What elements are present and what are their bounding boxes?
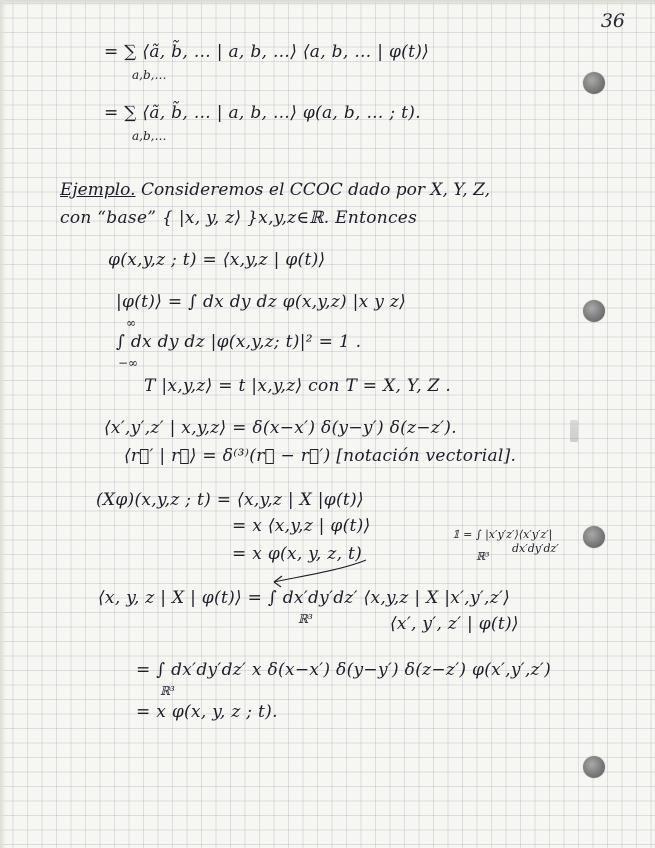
example-heading: [60, 180, 490, 200]
sum-subscript: a,b,…: [132, 129, 167, 143]
equation-line: = x φ(x, y, z ; t).: [136, 702, 278, 722]
example-label: Ejemplo.: [60, 180, 136, 200]
margin-stamp: [570, 420, 578, 442]
equation-line: (Xφ)(x,y,z ; t) = ⟨x,y,z | X |φ(t)⟩: [96, 490, 364, 510]
binder-hole-icon: [583, 526, 605, 548]
text-line: con “base” { |x, y, z⟩ }x,y,z∈ℝ. Entonces: [60, 208, 418, 228]
example-intro: Consideremos el CCOC dado por X, Y, Z,: [140, 180, 491, 200]
page-edge-shadow: [0, 0, 655, 6]
page-number: 36: [600, 10, 625, 32]
equation-line: ⟨x′,y′,z′ | x,y,z⟩ = δ(x−x′) δ(y−y′) δ(z−z′).: [104, 418, 457, 438]
equation-line: = ∑ ⟨ã, b̃, … | a, b, …⟩ φ(a, b, … ; t).: [104, 103, 421, 123]
identity-note-line: dx′dy′dz′: [512, 542, 559, 555]
integral-upper-limit: ∞: [126, 316, 136, 330]
equation-line: = x ⟨x,y,z | φ(t)⟩: [232, 516, 371, 536]
sum-subscript: a,b,…: [132, 68, 167, 82]
identity-note: [452, 528, 559, 564]
binder-hole-icon: [583, 756, 605, 778]
equation-line: |φ(t)⟩ = ∫ dx dy dz φ(x,y,z) |x y z⟩: [116, 292, 407, 312]
equation-line: ⟨x′, y′, z′ | φ(t)⟩: [390, 614, 519, 634]
equation-line: = x φ(x, y, z, t): [232, 544, 363, 564]
integral-domain: ℝ³: [160, 684, 175, 698]
equation-line: ⟨r⃗′ | r⃗⟩ = δ⁽³⁾(r⃗ − r⃗′) [notación vectorial].: [124, 446, 517, 466]
integral-lower-limit: −∞: [118, 356, 139, 370]
equation-line: ∫ dx dy dz |φ(x,y,z; t)|² = 1 .: [116, 332, 362, 352]
binder-hole-icon: [583, 72, 605, 94]
equation-line: = ∑ ⟨ã, b̃, … | a, b, …⟩ ⟨a, b, … | φ(t)⟩: [104, 42, 430, 62]
identity-note-line: 𝟙 = ∫ |x′y′z′⟩⟨x′y′z′|: [452, 528, 553, 541]
page-edge-shadow-left: [0, 0, 6, 848]
equation-line: ⟨x, y, z | X | φ(t)⟩ = ∫ dx′dy′dz′ ⟨x,y,z | X |x′,y′,z′⟩: [98, 588, 511, 608]
identity-note-line: ℝ³: [476, 550, 490, 563]
binder-hole-icon: [583, 300, 605, 322]
integral-domain: ℝ³: [298, 612, 313, 626]
equation-line: T |x,y,z⟩ = t |x,y,z⟩ con T = X, Y, Z .: [144, 376, 452, 396]
equation-line: = ∫ dx′dy′dz′ x δ(x−x′) δ(y−y′) δ(z−z′) φ(x′,y′,z′): [136, 660, 551, 680]
equation-line: φ(x,y,z ; t) = ⟨x,y,z | φ(t)⟩: [108, 250, 326, 270]
